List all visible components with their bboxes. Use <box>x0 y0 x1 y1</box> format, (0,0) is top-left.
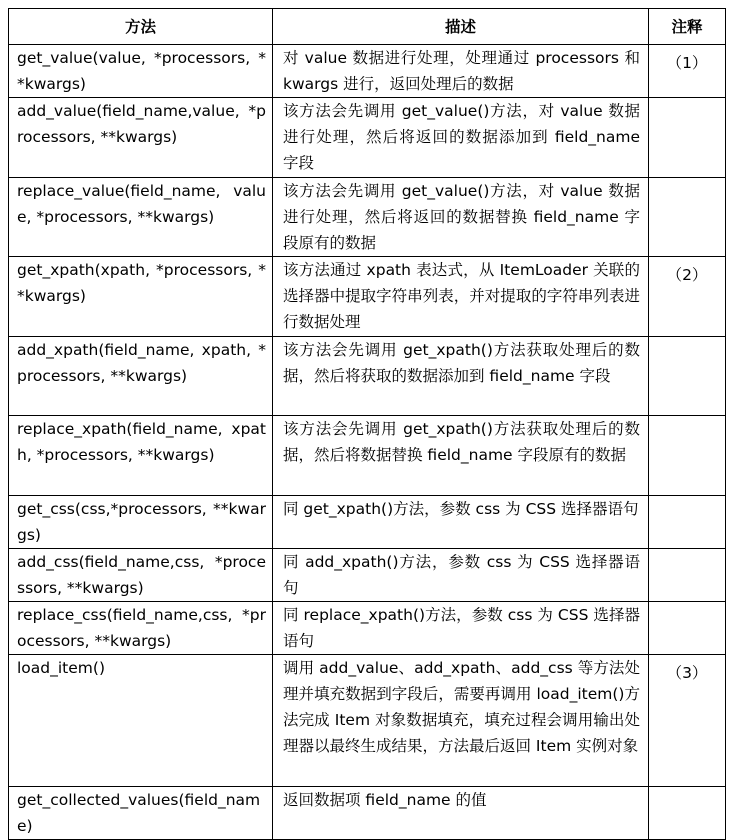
note-cell: （1） <box>649 45 726 98</box>
note-cell <box>649 602 726 655</box>
table-row <box>9 416 726 496</box>
table-row <box>9 178 726 257</box>
method-cell: get_value(value, *processors, **kwargs) <box>9 45 273 98</box>
note-cell <box>649 549 726 602</box>
description-cell: 该方法会先调用 get_value()方法，对 value 数据进行处理，然后将返回的数据替换 field_name 字段原有的数据 <box>273 178 649 257</box>
note-cell: （3） <box>649 655 726 787</box>
description-cell: 该方法会先调用 get_value()方法，对 value 数据进行处理，然后将返回的数据添加到 field_name 字段 <box>273 98 649 178</box>
header-note: 注释 <box>649 9 726 45</box>
method-cell: get_xpath(xpath, *processors, **kwargs) <box>9 257 273 337</box>
description-cell: 该方法会先调用 get_xpath()方法获取处理后的数据，然后将数据替换 field_name 字段原有的数据 <box>273 416 649 496</box>
description-cell: 同 get_xpath()方法，参数 css 为 CSS 选择器语句 <box>273 496 649 549</box>
table-row <box>9 787 726 840</box>
method-cell: replace_value(field_name, value, *processors, **kwargs) <box>9 178 273 257</box>
description-cell: 对 value 数据进行处理，处理通过 processors 和 kwargs 进行，返回处理后的数据 <box>273 45 649 98</box>
header-description: 描述 <box>273 9 649 45</box>
methods-table <box>8 8 726 840</box>
method-cell: add_css(field_name,css, *processors, **kwargs) <box>9 549 273 602</box>
note-cell <box>649 787 726 840</box>
description-cell: 该方法通过 xpath 表达式，从 ItemLoader 关联的选择器中提取字符串列表，并对提取的字符串列表进行数据处理 <box>273 257 649 337</box>
method-cell: add_value(field_name,value, *processors, **kwargs) <box>9 98 273 178</box>
header-method: 方法 <box>9 9 273 45</box>
table-row <box>9 337 726 416</box>
note-cell <box>649 178 726 257</box>
method-cell: replace_xpath(field_name, xpath, *processors, **kwargs) <box>9 416 273 496</box>
table-row <box>9 655 726 787</box>
table-row <box>9 549 726 602</box>
description-cell: 同 replace_xpath()方法，参数 css 为 CSS 选择器语句 <box>273 602 649 655</box>
table-row <box>9 602 726 655</box>
table-row <box>9 98 726 178</box>
method-cell: get_css(css,*processors, **kwargs) <box>9 496 273 549</box>
method-cell: replace_css(field_name,css, *processors, **kwargs) <box>9 602 273 655</box>
description-cell: 返回数据项 field_name 的值 <box>273 787 649 840</box>
table-row <box>9 496 726 549</box>
description-cell: 该方法会先调用 get_xpath()方法获取处理后的数据，然后将获取的数据添加到 field_name 字段 <box>273 337 649 416</box>
method-cell: add_xpath(field_name, xpath, *processors, **kwargs) <box>9 337 273 416</box>
description-cell: 调用 add_value、add_xpath、add_css 等方法处理并填充数据到字段后，需要再调用 load_item()方法完成 Item 对象数据填充，填充过程会调用输出处理器以最终生成结果，方法最后返回 Item 实例对象 <box>273 655 649 787</box>
note-cell <box>649 98 726 178</box>
note-cell <box>649 416 726 496</box>
note-cell <box>649 337 726 416</box>
method-cell: get_collected_values(field_name) <box>9 787 273 840</box>
method-cell: load_item() <box>9 655 273 787</box>
description-cell: 同 add_xpath()方法，参数 css 为 CSS 选择器语句 <box>273 549 649 602</box>
table-header-row <box>9 9 726 45</box>
table-row <box>9 45 726 98</box>
note-cell: （2） <box>649 257 726 337</box>
table-row <box>9 257 726 337</box>
note-cell <box>649 496 726 549</box>
